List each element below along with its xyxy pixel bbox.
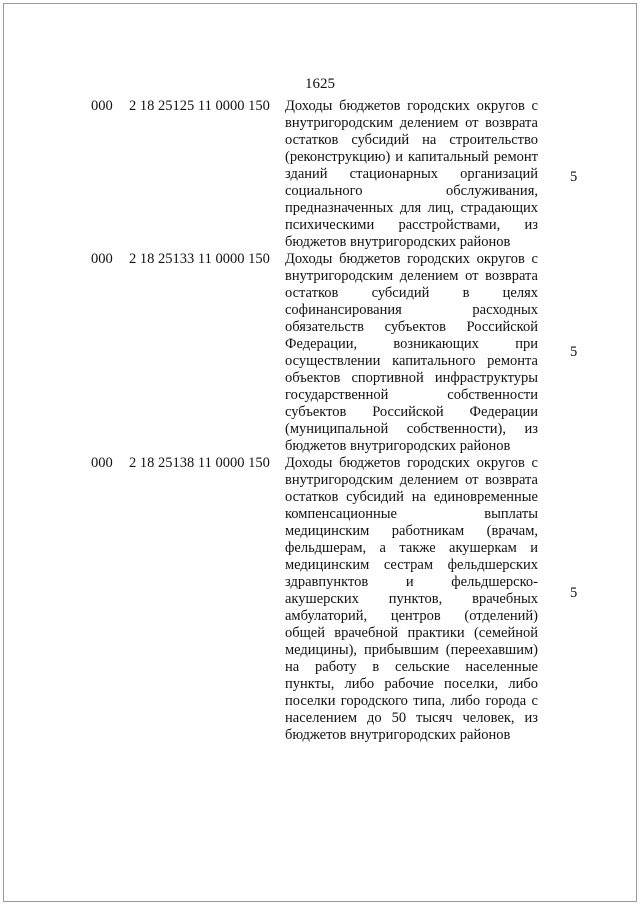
description-line: психическими расстройствами, из [285,217,538,233]
page-number: 1625 [305,76,335,92]
revenue-code-table [0,98,640,744]
description-line: субъектов Российской Федерации [285,404,538,420]
description-line: внутригородским делением от возврата [285,268,538,284]
table-row [0,455,640,744]
description-line: внутригородским делением от возврата [285,472,538,488]
description-line: предназначенных для лиц, страдающих [285,200,538,216]
description-line: медицинским работникам (врачам, [285,523,538,539]
description-line: остатков субсидий на единовременные [285,489,538,505]
description-line: общей врачебной практики (семейной [285,625,538,641]
description-line: Доходы бюджетов городских округов с [285,251,538,267]
description-line: поселки городского типа, либо города с [285,693,538,709]
description-line: компенсационные выплаты [285,506,538,522]
amount-value: 5 [570,585,578,601]
description-line: Доходы бюджетов городских округов с [285,98,538,114]
description-line: здравпунктов и фельдшерско- [285,574,538,590]
admin-code: 000 [91,455,113,471]
amount-value: 5 [570,344,578,360]
description-line: социального обслуживания, [285,183,538,199]
admin-code: 000 [91,251,113,267]
description-line: зданий стационарных организаций [285,166,538,182]
revenue-description [285,251,538,455]
description-line: Федерации, возникающих при [285,336,538,352]
table-row [0,98,640,251]
description-line: фельдшерам, а также акушеркам и [285,540,538,556]
description-line: амбулаторий, центров (отделений) [285,608,538,624]
description-line: бюджетов внутригородских районов [285,234,511,250]
description-line: обязательств субъектов Российской [285,319,538,335]
amount-value: 5 [570,169,578,185]
description-line: софинансирования расходных [285,302,538,318]
table-row [0,251,640,455]
description-line: (реконструкцию) и капитальный ремонт [285,149,538,165]
description-line: бюджетов внутригородских районов [285,438,511,454]
revenue-description [285,98,538,251]
description-line: медицинским сестрам фельдшерских [285,557,538,573]
budget-classification-code: 2 18 25133 11 0000 150 [129,251,270,267]
description-line: (муниципальной собственности), из [285,421,538,437]
description-line: объектов спортивной инфраструктуры [285,370,538,386]
description-line: акушерских пунктов, врачебных [285,591,538,607]
description-line: населением до 50 тысяч человек, из [285,710,538,726]
admin-code: 000 [91,98,113,114]
description-line: внутригородским делением от возврата [285,115,538,131]
revenue-description [285,455,538,744]
budget-classification-code: 2 18 25125 11 0000 150 [129,98,270,114]
description-line: остатков субсидий в целях [285,285,538,301]
description-line: бюджетов внутригородских районов [285,727,511,743]
description-line: осуществлении капитального ремонта [285,353,538,369]
description-line: пункты, либо рабочие поселки, либо [285,676,538,692]
description-line: на работу в сельские населенные [285,659,538,675]
description-line: Доходы бюджетов городских округов с [285,455,538,471]
budget-classification-code: 2 18 25138 11 0000 150 [129,455,270,471]
description-line: государственной собственности [285,387,538,403]
description-line: медицины), прибывшим (переехавшим) [285,642,538,658]
description-line: остатков субсидий на строительство [285,132,538,148]
